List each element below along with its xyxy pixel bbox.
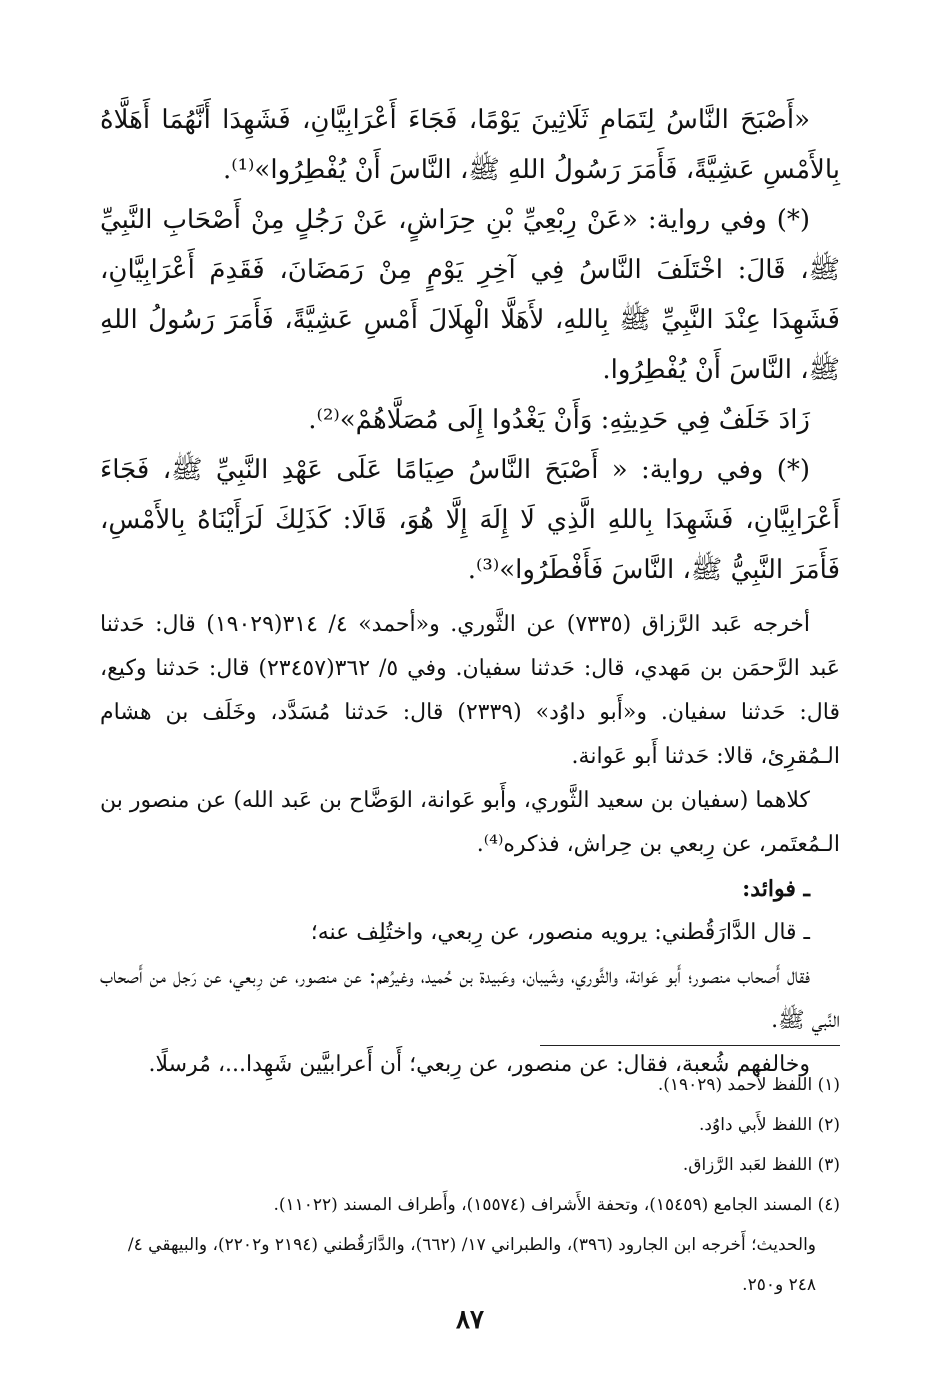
footnote: (٣) اللفظ لعَبد الرَّزاق. xyxy=(682,1155,840,1175)
footnote-continuation: والحديث؛ أَخرجه ابن الجارود (٣٩٦)، والطبراني ١٧/ (٦٦٢)، والدَّارَقُطني (٢١٩٤ و٢٢٠٢)، والبيهقي ٤/ ٢٤٨ و٢٥٠. xyxy=(127,1235,816,1295)
hadith-text xyxy=(100,95,840,595)
hadith-paragraph: (*) وفي رواية: « أَصْبَحَ النَّاسُ صِيَامًا عَلَى عَهْدِ النَّبِيِّ ﷺ، فَجَاءَ أَعْرَابِيَّانِ، فَشَهِدَا بِاللهِ الَّذِي لَا إِلَهَ إِلَّا هُوَ، قَالَا: كَذَلِكَ لَرَأَيْنَاهُ بِالأَمْسِ، فَأَمَرَ النَّبِيُّ ﷺ، النَّاسَ فَأَفْطَرُوا»⁽³⁾. xyxy=(100,455,840,585)
hadith-paragraph: زَادَ خَلَفٌ فِي حَدِيثِهِ: وَأَنْ يَغْدُوا إِلَى مُصَلَّاهُمْ»⁽²⁾. xyxy=(308,405,810,435)
page-number: ٨٧ xyxy=(456,1305,484,1335)
hadith-paragraph: «أَصْبَحَ النَّاسُ لِتَمَامِ ثَلَاثِينَ يَوْمًا، فَجَاءَ أَعْرَابِيَّانِ، فَشَهِدَا أَنَّهُمَا أَهَلَّاهُ بِالأَمْسِ عَشِيَّةً، فَأَمَرَ رَسُولُ اللهِ ﷺ، النَّاسَ أَنْ يُفْطِرُوا»⁽¹⁾. xyxy=(100,105,840,185)
benefits-paragraph: وخالفهم شُعبة، فقال: عن منصور، عن رِبعي؛ أَن أَعرابيَّين شَهِدا...، مُرسلًا. xyxy=(148,1052,810,1077)
footnote: (١) اللفظ لأَحمد (١٩٠٢٩). xyxy=(657,1075,840,1095)
footnote: (٢) اللفظ لأَبي داوُد. xyxy=(699,1115,840,1135)
benefits-paragraph: ـ قال الدَّارَقُطني: يرويه منصور، عن رِبعي، واختُلِف عنه؛ xyxy=(310,920,810,945)
takhrij-section xyxy=(100,603,840,1087)
footnote-separator xyxy=(540,1045,840,1046)
footnote: (٤) المسند الجامع (١٥٤٥٩)، وتحفة الأَشراف (١٥٥٧٤)، وأَطراف المسند (١١٠٢٢). xyxy=(273,1195,840,1215)
takhrij-paragraph: أخرجه عَبد الرَّزاق (٧٣٣٥) عن الثَّوري. و«أحمد» ٤/ ٣١٤(١٩٠٢٩) قال: حَدثنا عَبد الرَّحمَن بن مَهدي، قال: حَدثنا سفيان. وفي ٥/ ٣٦٢(٢٣٤٥٧) قال: حَدثنا وكيع، قال: حَدثنا سفيان. و«أَبو داوُد» (٢٣٣٩) قال: حَدثنا مُسَدَّد، وخَلَف بن هشام الـمُقرِئ، قالا: حَدثنا أَبو عَوانة. xyxy=(100,612,841,769)
hadith-paragraph: (*) وفي رواية: «عَنْ رِبْعِيِّ بْنِ حِرَاشٍ، عَنْ رَجُلٍ مِنْ أَصْحَابِ النَّبِيِّ ﷺ، قَالَ: اخْتَلَفَ النَّاسُ فِي آخِرِ يَوْمٍ مِنْ رَمَضَانَ، فَقَدِمَ أَعْرَابِيَّانِ، فَشَهِدَا عِنْدَ النَّبِيِّ ﷺ بِاللهِ، لأَهَلَّا الْهِلَالَ أَمْسِ عَشِيَّةً، فَأَمَرَ رَسُولُ اللهِ ﷺ، النَّاسَ أَنْ يُفْطِرُوا. xyxy=(100,205,840,385)
benefits-heading: ـ فوائد: xyxy=(742,876,810,902)
footnotes xyxy=(100,1065,840,1305)
benefits-paragraph: فقال أَصحاب منصور؛ أَبو عَوانة، والثَّوري، وشَيبان، وعَبيدة بن حُميد، وغيرُهم: عن منصور، عن رِبعي، عن رَجل من أَصحاب النَّبي ﷺ. xyxy=(100,964,840,1033)
page-body xyxy=(100,95,840,1087)
takhrij-paragraph: كلاهما (سفيان بن سعيد الثَّوري، وأَبو عَوانة، الوَضَّاح بن عَبد الله) عن منصور بن الـمُعتَمر، عن رِبعي بن حِراش، فذكره⁽⁴⁾. xyxy=(100,788,840,857)
